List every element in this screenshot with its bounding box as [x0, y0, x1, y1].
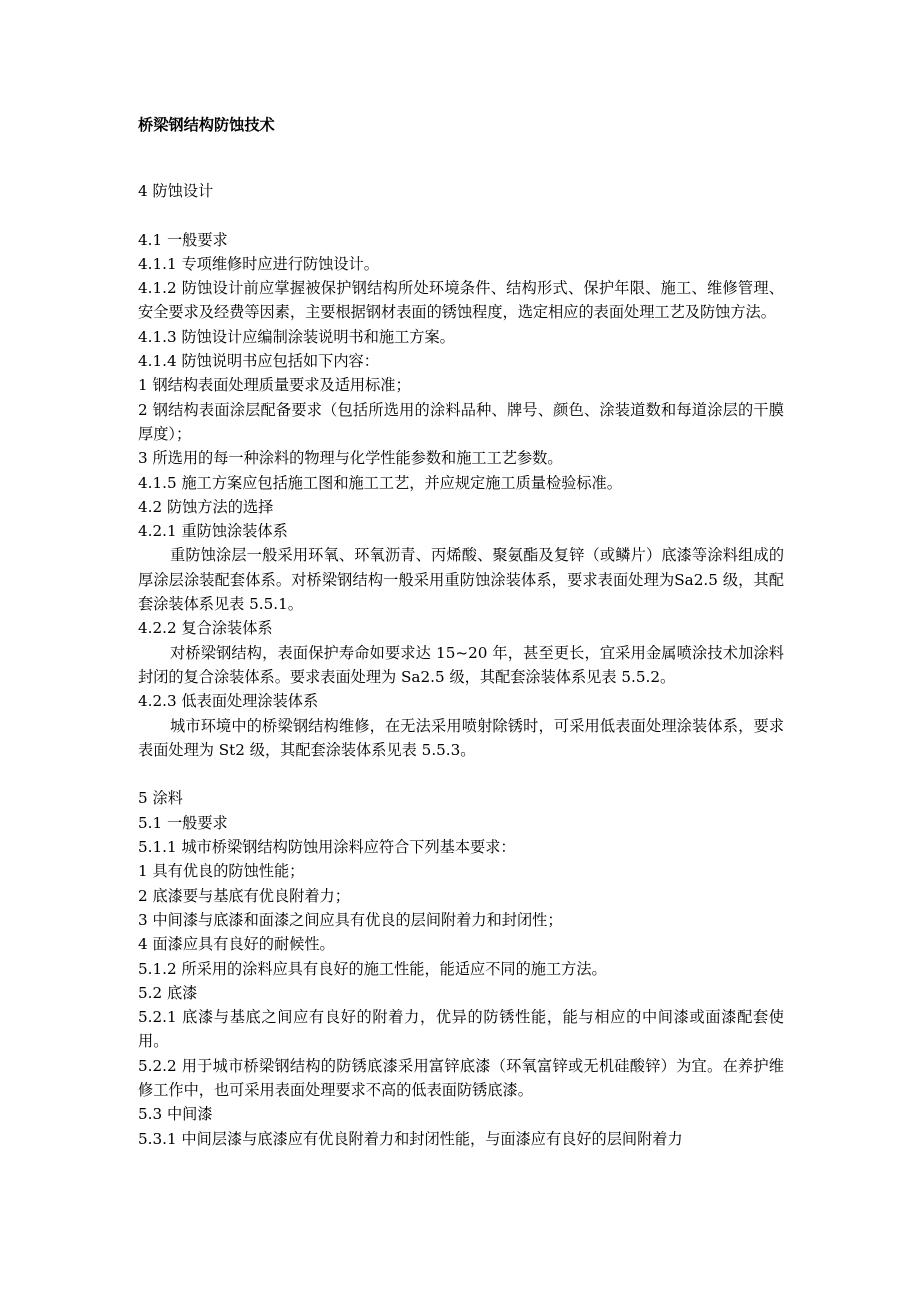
clause-4-1-5: 4.1.5 施工方案应包括施工图和施工工艺，并应规定施工质量检验标准。 [138, 473, 622, 492]
section-4-heading: 4 防蚀设计 [138, 182, 214, 200]
section-5-1-heading: 5.1 一般要求 [138, 813, 228, 832]
clause-5-2-1: 5.2.1 底漆与基底之间应有良好的附着力，优异的防锈性能，能与相应的中间漆或面漆配套使用。 [138, 1008, 784, 1051]
section-5-heading: 5 涂料 [138, 789, 183, 808]
clause-5-3-1: 5.3.1 中间层漆与底漆应有优良附着力和封闭性能，与面漆应有良好的层间附着力 [138, 1129, 683, 1148]
list-item: 1 具有优良的防蚀性能； [138, 862, 305, 881]
section-4-2-1-heading: 4.2.1 重防蚀涂装体系 [138, 522, 288, 541]
paragraph-4-2-2: 对桥梁钢结构，表面保护寿命如要求达 15~20 年，甚至更长，宜采用金属喷涂技术加涂料封闭的复合涂装体系。要求表面处理为 Sa2.5 级，其配套涂装体系见表 5.5.2。 [138, 643, 784, 686]
document-title: 桥梁钢结构防蚀技术 [138, 116, 275, 134]
section-5-3-heading: 5.3 中间漆 [138, 1105, 213, 1124]
list-item: 3 所选用的每一种涂料的物理与化学性能参数和施工工艺参数。 [138, 449, 563, 468]
clause-4-1-4: 4.1.4 防蚀说明书应包括如下内容： [138, 352, 379, 371]
clause-5-1-1: 5.1.1 城市桥梁钢结构防蚀用涂料应符合下列基本要求： [138, 838, 516, 857]
spacer [138, 203, 784, 227]
clause-4-1-2: 4.1.2 防蚀设计前应掌握被保护钢结构所处环境条件、结构形式、保护年限、施工、维修管理、安全要求及经费等因素，主要根据钢材表面的锈蚀程度，选定相应的表面处理工艺及防蚀方法。 [138, 279, 784, 322]
list-item: 2 底漆要与基底有优良附着力； [138, 886, 350, 905]
clause-5-2-2: 5.2.2 用于城市桥梁钢结构的防锈底漆采用富锌底漆（环氧富锌或无机硅酸锌）为宜。在养护维修工作中，也可采用表面处理要求不高的低表面防锈底漆。 [138, 1056, 784, 1099]
section-4-1-heading: 4.1 一般要求 [138, 230, 228, 249]
paragraph-4-2-1: 重防蚀涂层一般采用环氧、环氧沥青、丙烯酸、聚氨酯及复锌（或鳞片）底漆等涂料组成的厚涂层涂装配套体系。对桥梁钢结构一般采用重防蚀涂装体系，要求表面处理为Sa2.5 级，其配套涂装体系见表 5.5.1。 [138, 546, 784, 614]
paragraph-4-2-3: 城市环境中的桥梁钢结构维修，在无法采用喷射除锈时，可采用低表面处理涂装体系，要求表面处理为 St2 级，其配套涂装体系见表 5.5.3。 [138, 716, 784, 759]
section-5-2-heading: 5.2 底漆 [138, 983, 198, 1002]
section-4-2-2-heading: 4.2.2 复合涂装体系 [138, 619, 273, 638]
document-page [138, 105, 784, 1151]
section-4-2-heading: 4.2 防蚀方法的选择 [138, 497, 274, 516]
spacer [138, 762, 784, 786]
clause-4-1-1: 4.1.1 专项维修时应进行防蚀设计。 [138, 254, 379, 273]
list-item: 3 中间漆与底漆和面漆之间应具有优良的层间附着力和封闭性； [138, 910, 563, 929]
clause-4-1-3: 4.1.3 防蚀设计应编制涂装说明书和施工方案。 [138, 327, 455, 346]
list-item: 4 面漆应具有良好的耐候性。 [138, 935, 335, 954]
spacer [138, 145, 784, 179]
clause-5-1-2: 5.1.2 所采用的涂料应具有良好的施工性能，能适应不同的施工方法。 [138, 959, 607, 978]
section-4-2-3-heading: 4.2.3 低表面处理涂装体系 [138, 692, 319, 711]
list-item: 1 钢结构表面处理质量要求及适用标准； [138, 376, 411, 395]
list-item: 2 钢结构表面涂层配备要求（包括所选用的涂料品种、牌号、颜色、涂装道数和每道涂层的干膜厚度）； [138, 400, 784, 443]
